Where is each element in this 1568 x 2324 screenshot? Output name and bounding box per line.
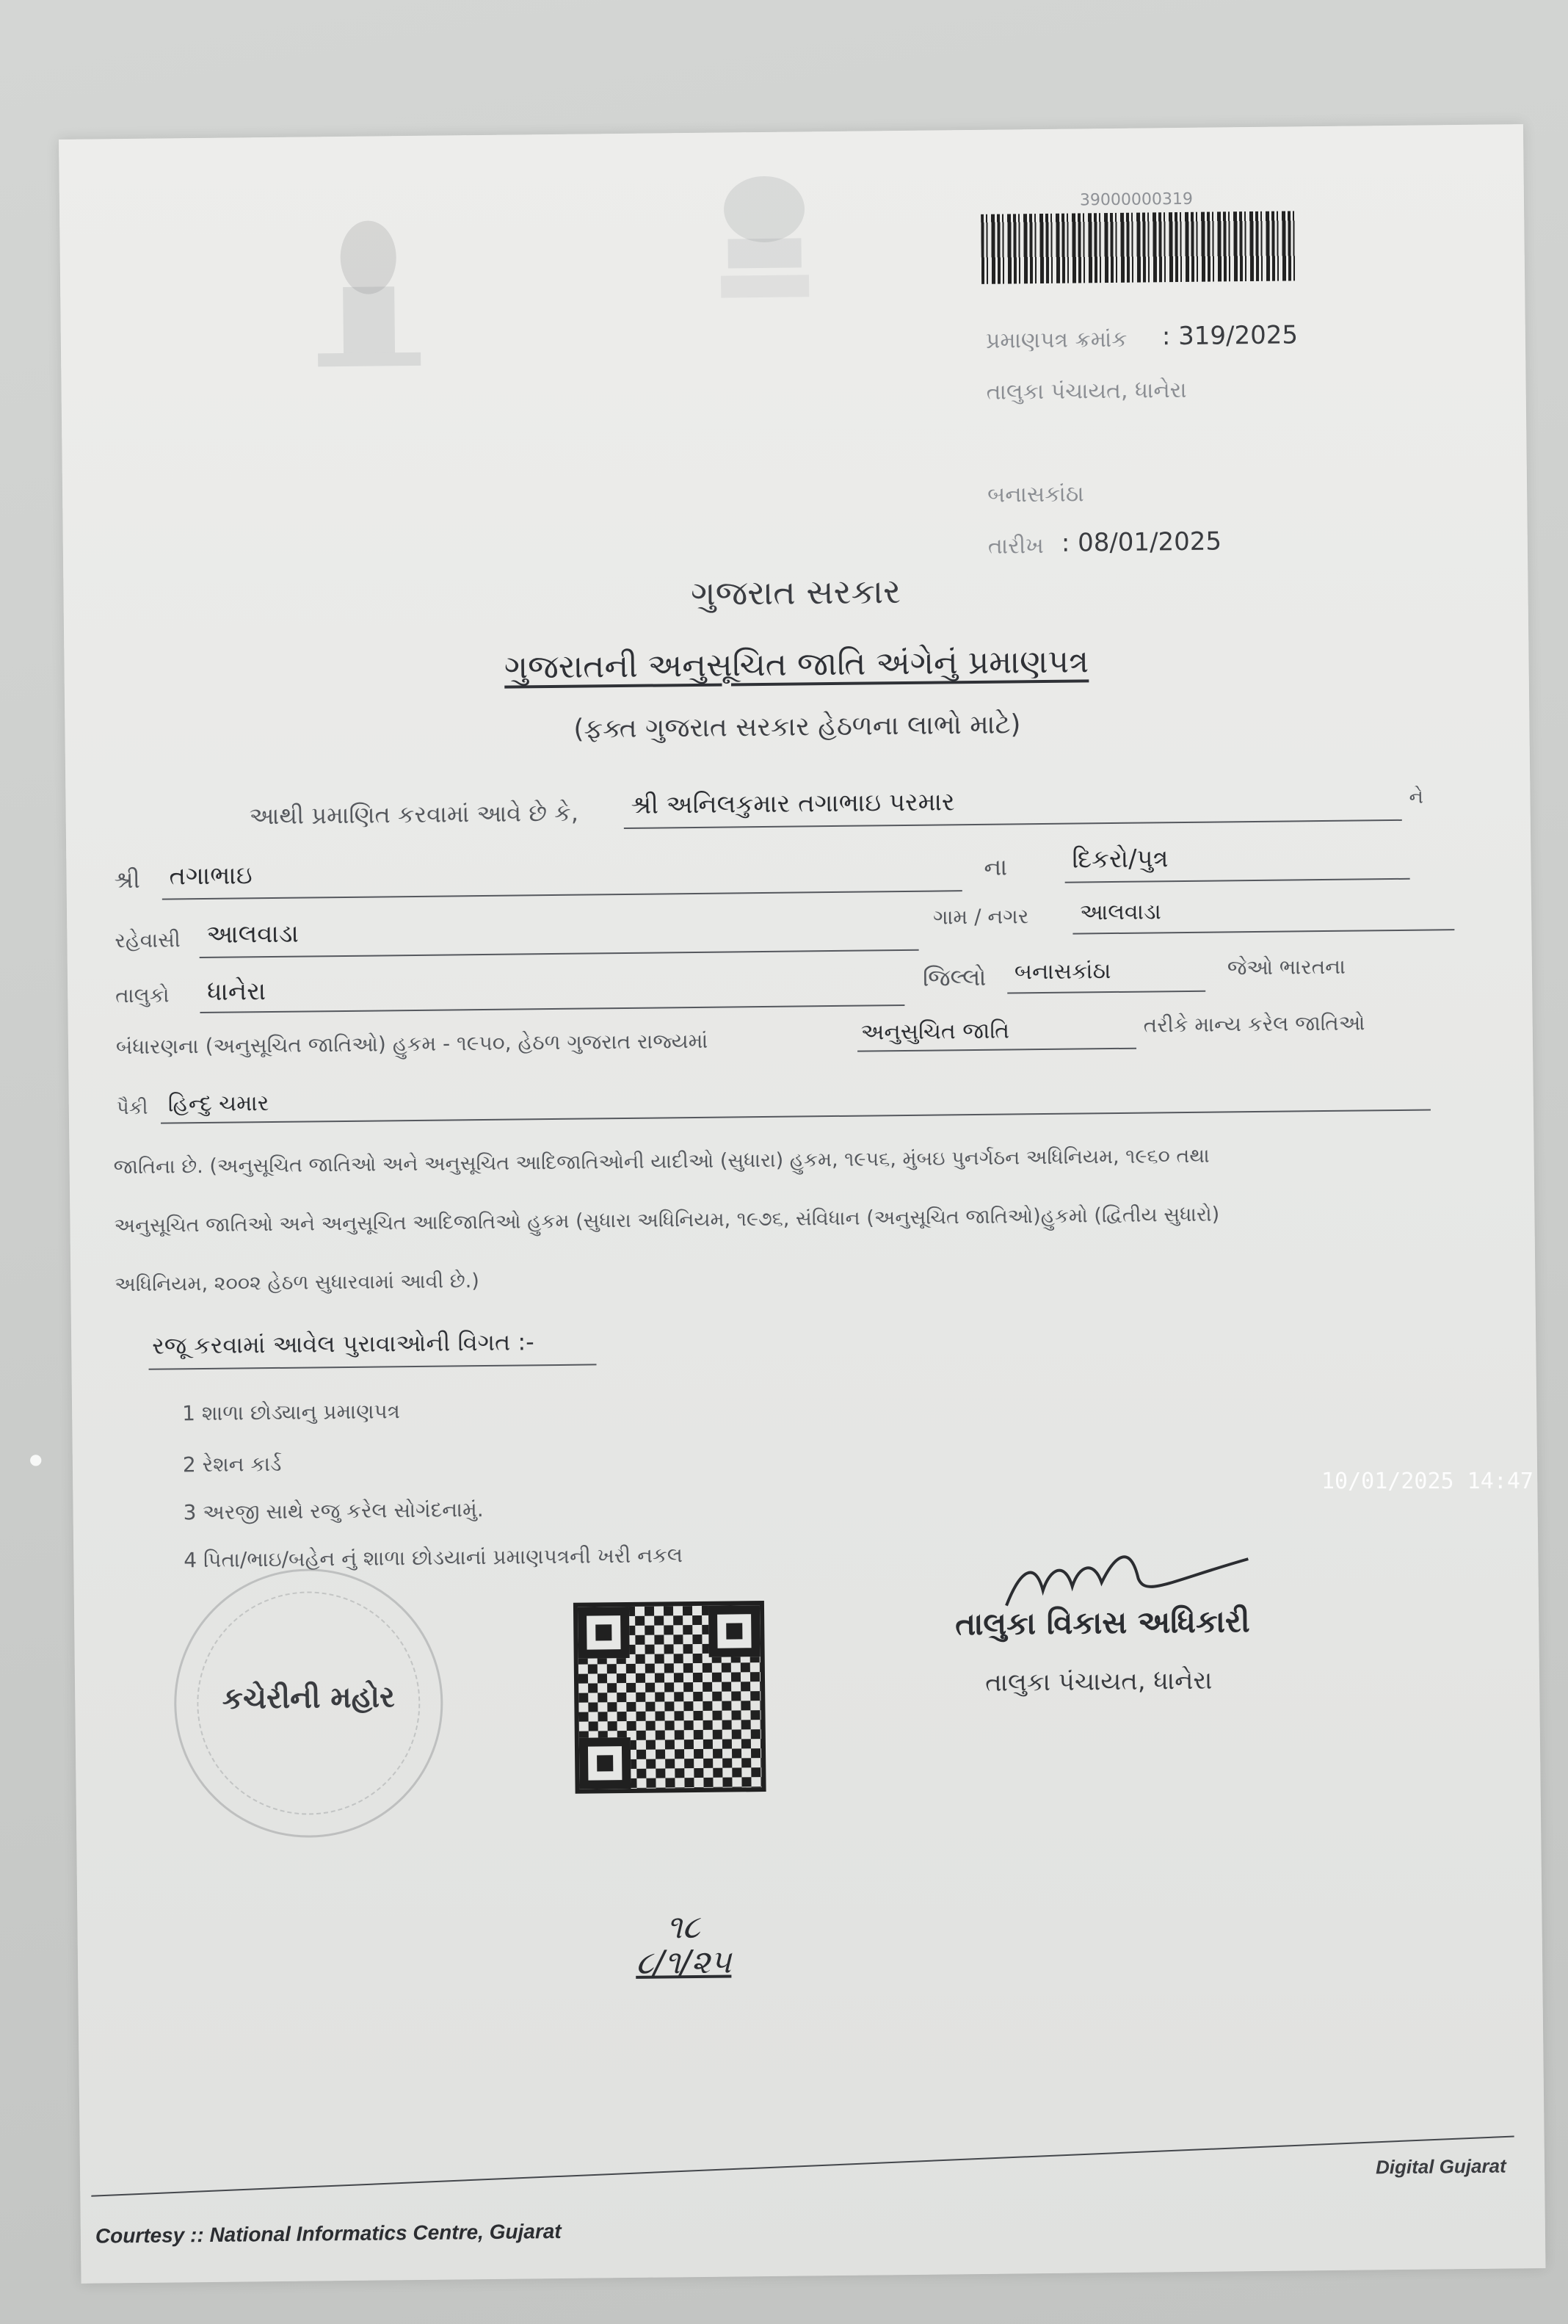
- applicant-name-line: [624, 819, 1402, 829]
- district: બનાસકાંઠા: [1014, 958, 1111, 985]
- date-label: તારીખ: [987, 532, 1045, 560]
- village-label: ગામ / નગર: [932, 904, 1029, 930]
- stamp-label: કચેરીની મહોર: [222, 1680, 395, 1716]
- evidence-item: 4 પિતા/ભાઇ/બહેન નું શાળા છોડયાનાં પ્રમાણપત્રની ખરી નકલ: [184, 1543, 683, 1573]
- district-line: બનાસકાંઠા: [987, 481, 1084, 508]
- evidence-heading-underline: [149, 1364, 597, 1369]
- village: આલવાડા: [1079, 899, 1161, 926]
- date: : 08/01/2025: [1061, 526, 1222, 558]
- cert-number-value: 319/2025: [1177, 320, 1299, 352]
- evidence-item: 2 રેશન કાર્ડ: [182, 1451, 282, 1477]
- certificate-subtitle: (ફક્ત ગુજરાત સરકાર હેઠળના લાભો માટે): [573, 709, 1021, 745]
- qr-finder-top-right: [708, 1605, 761, 1657]
- digital-gujarat-brand: Digital Gujarat: [1375, 2154, 1506, 2179]
- caste-line: [161, 1109, 1431, 1124]
- qr-finder-top-left: [578, 1607, 630, 1659]
- taluka-line: [200, 1004, 904, 1013]
- shri-label: શ્રી: [114, 865, 140, 894]
- office-stamp: [173, 1568, 444, 1839]
- relation-line: [1065, 878, 1410, 883]
- cert-number-label: પ્રમાણપત્ર ક્રમાંક: [985, 326, 1128, 354]
- evidence-heading: રજૂ કરવામાં આવેલ પુરાવાઓની વિગત :-: [152, 1328, 534, 1360]
- evidence-item: 1 શાળા છોડ્યાનુ પ્રમાણપત્ર: [182, 1399, 401, 1426]
- certify-prefix: આથી પ્રમાણિત કરવામાં આવે છે કે,: [249, 798, 579, 830]
- taluka-label: તાલુકો: [115, 982, 170, 1008]
- barcode-number: 39000000319: [1079, 189, 1194, 210]
- who-label: જેઓ ભારતના: [1227, 954, 1346, 980]
- certificate-page: [59, 124, 1545, 2284]
- para-line-3: અધિનિયમ, ૨૦૦૨ હેઠળ સુધારવામાં આવી છે.): [115, 1270, 479, 1297]
- father-name-line: [162, 890, 962, 899]
- handwritten-line-2: ૮/૧/૨૫: [635, 1943, 732, 1982]
- officer-title: તાલુકા વિકાસ અધિકારી: [954, 1603, 1250, 1643]
- evidence-item: 3 અરજી સાથે રજુ કરેલ સોગંદનામું.: [183, 1497, 484, 1525]
- applicant-name: શ્રી અનિલકુમાર તગાભાઇ પરમાર: [631, 787, 955, 820]
- camera-watermark: ●: [29, 1450, 43, 1468]
- of-label: ના: [984, 853, 1008, 881]
- handwritten-note: [635, 1910, 731, 1981]
- name-suffix: ને: [1409, 786, 1424, 808]
- resident-line: [200, 949, 919, 958]
- district-line: [1007, 991, 1205, 994]
- recognized-label: તરીકે માન્ય કરેલ જાતિઓ: [1143, 1010, 1365, 1038]
- cert-number: : 319/2025: [1161, 320, 1299, 352]
- resident-label: રહેવાસી: [115, 927, 181, 953]
- courtesy-line: Courtesy :: National Informatics Centre, Gujarat: [95, 2219, 562, 2248]
- officer-office: તાલુકા પંચાયત, ધાનેરા: [984, 1665, 1213, 1698]
- caste: હિન્દુ ચમાર: [167, 1090, 269, 1118]
- village-line: [1072, 929, 1454, 934]
- handwritten-line-1: ૧૮: [666, 1908, 700, 1947]
- para-line-1: જાતિના છે. (અનુસૂચિત જાતિઓ અને અનુસૂચિત આદિજાતિઓની યાદીઓ (સુધારા) હુકમ, ૧૯૫૬, મુંબઇ પુનર્ગઠન અધિનિયમ, ૧૯૬૦ તથા: [113, 1144, 1210, 1179]
- qr-code[interactable]: [573, 1601, 766, 1794]
- date-value: 08/01/2025: [1077, 526, 1222, 558]
- resident: આલવાડા: [206, 919, 300, 949]
- government-title: ગુજરાત સરકાર: [690, 571, 901, 614]
- ashoka-emblem-icon: [697, 164, 831, 335]
- district-label: જિલ્લો: [922, 963, 987, 992]
- barcode: [981, 211, 1297, 283]
- taluka: ધાનેરા: [206, 977, 266, 1007]
- para-line-2: અનુસૂચિત જાતિઓ અને અનુસૂચિત આદિજાતિઓ હુકમ (સુધારા અધિનિયમ, ૧૯૭૬, સંવિધાન (અનુસૂચિત જાતિઓ)હુકમો (દ્વિતીય સુધારો): [114, 1203, 1220, 1238]
- order-prefix: બંધારણના (અનુસૂચિત જાતિઓ) હુકમ - ૧૯૫૦, હેઠળ ગુજરાત રાજ્યમાં: [115, 1028, 708, 1060]
- father-name: તગાભાઇ: [169, 861, 253, 891]
- gujarat-emblem-icon: [302, 206, 435, 376]
- category-line: [857, 1048, 1136, 1052]
- photo-timestamp: 10/01/2025 14:47: [1321, 1469, 1533, 1494]
- certificate-title: ગુજરાતની અનુસૂચિત જાતિ અંગેનું પ્રમાણપત્ર: [504, 642, 1089, 687]
- relation: દિકરો/પુત્ર: [1072, 844, 1169, 875]
- qr-finder-bottom-left: [579, 1737, 631, 1789]
- footer-border: [91, 2135, 1514, 2196]
- office-line: તાલુકા પંચાયત, ધાનેરા: [986, 377, 1187, 405]
- category: અનુસુચિત જાતિ: [860, 1018, 1010, 1046]
- among-label: પૈકી: [116, 1096, 148, 1120]
